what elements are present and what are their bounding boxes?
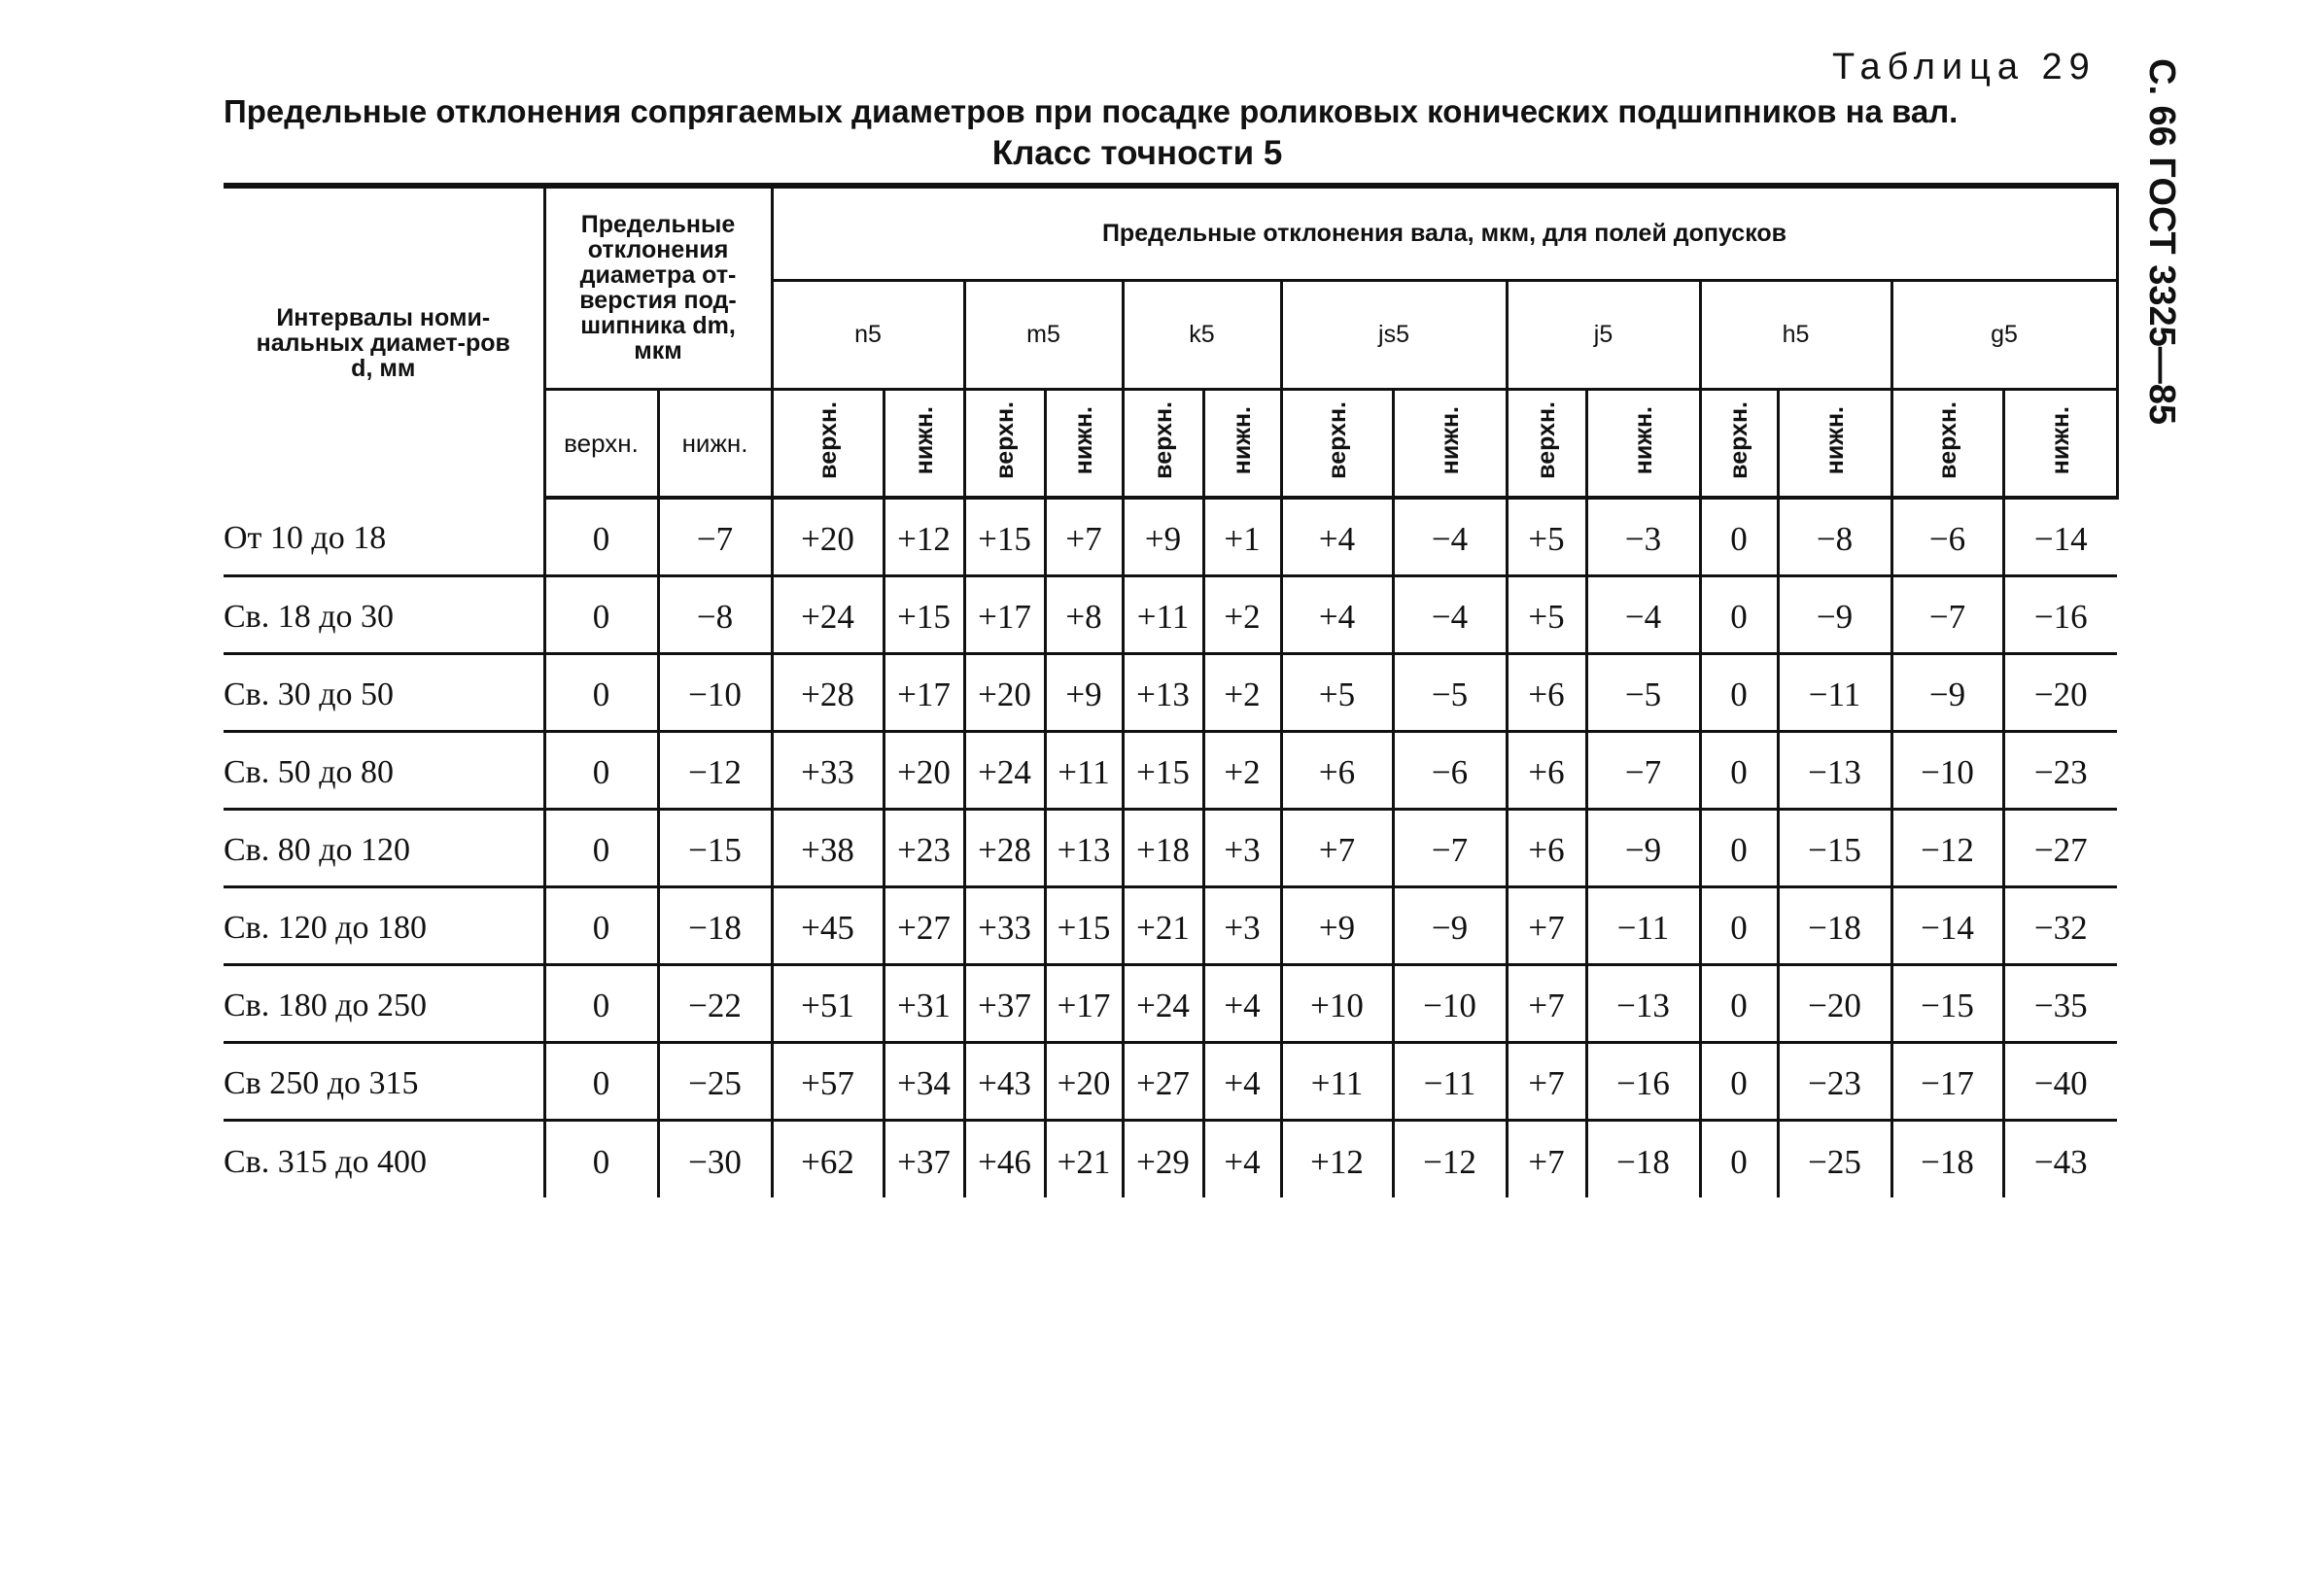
m5-upper-cell: +15 bbox=[964, 498, 1045, 575]
n5-lower-cell: +23 bbox=[884, 809, 964, 886]
h5-lower-cell: −25 bbox=[1778, 1120, 1891, 1197]
g5-upper-cell: −6 bbox=[1891, 498, 2003, 575]
n5-upper-cell: +57 bbox=[772, 1042, 884, 1120]
bore-upper-cell: 0 bbox=[544, 1042, 658, 1120]
k5-upper-cell: +9 bbox=[1123, 498, 1203, 575]
tolerance-field-j5: j5 bbox=[1507, 280, 1700, 389]
h5-lower-cell: −23 bbox=[1778, 1042, 1891, 1120]
tolerance-field-m5: m5 bbox=[964, 280, 1123, 389]
tolerance-field-n5: n5 bbox=[772, 280, 964, 389]
j5-upper-cell: +5 bbox=[1507, 498, 1586, 575]
bore-upper-cell: 0 bbox=[544, 575, 658, 653]
js5-upper-header: верхн. bbox=[1281, 389, 1393, 498]
js5-lower-cell: −11 bbox=[1393, 1042, 1507, 1120]
bore-lower-header: нижн. bbox=[658, 389, 772, 498]
g5-upper-cell: −18 bbox=[1891, 1120, 2003, 1197]
js5-lower-header: нижн. bbox=[1393, 389, 1507, 498]
n5-lower-cell: +27 bbox=[884, 886, 964, 964]
h5-lower-cell: −20 bbox=[1778, 964, 1891, 1042]
j5-lower-cell: −3 bbox=[1586, 498, 1700, 575]
js5-upper-cell: +4 bbox=[1281, 575, 1393, 653]
g5-upper-cell: −7 bbox=[1891, 575, 2003, 653]
k5-upper-cell: +29 bbox=[1123, 1120, 1203, 1197]
h5-lower-cell: −9 bbox=[1778, 575, 1891, 653]
js5-upper-cell: +4 bbox=[1281, 498, 1393, 575]
table-row bbox=[224, 731, 2117, 809]
j5-upper-cell: +7 bbox=[1507, 886, 1586, 964]
j5-upper-cell: +6 bbox=[1507, 809, 1586, 886]
table-row bbox=[224, 886, 2117, 964]
n5-lower-cell: +37 bbox=[884, 1120, 964, 1197]
h5-lower-header: нижн. bbox=[1778, 389, 1891, 498]
n5-upper-cell: +45 bbox=[772, 886, 884, 964]
table-row bbox=[224, 809, 2117, 886]
h5-upper-cell: 0 bbox=[1700, 575, 1778, 653]
h5-lower-cell: −18 bbox=[1778, 886, 1891, 964]
n5-lower-cell: +15 bbox=[884, 575, 964, 653]
m5-lower-header: нижн. bbox=[1045, 389, 1123, 498]
bore-lower-cell: −12 bbox=[658, 731, 772, 809]
h5-upper-header: верхн. bbox=[1700, 389, 1778, 498]
n5-lower-cell: +20 bbox=[884, 731, 964, 809]
bore-upper-cell: 0 bbox=[544, 809, 658, 886]
bore-upper-cell: 0 bbox=[544, 886, 658, 964]
interval-cell: Св. 80 до 120 bbox=[224, 809, 544, 886]
js5-lower-cell: −4 bbox=[1393, 575, 1507, 653]
tolerance-field-g5: g5 bbox=[1891, 280, 2117, 389]
g5-upper-cell: −10 bbox=[1891, 731, 2003, 809]
j5-upper-cell: +7 bbox=[1507, 1120, 1586, 1197]
m5-lower-cell: +11 bbox=[1045, 731, 1123, 809]
table-row bbox=[224, 575, 2117, 653]
interval-cell: Св. 50 до 80 bbox=[224, 731, 544, 809]
interval-cell: Св. 315 до 400 bbox=[224, 1143, 428, 1180]
j5-lower-cell: −18 bbox=[1586, 1120, 1700, 1197]
js5-lower-cell: −6 bbox=[1393, 731, 1507, 809]
g5-upper-cell: −17 bbox=[1891, 1042, 2003, 1120]
h5-upper-cell: 0 bbox=[1700, 1120, 1778, 1197]
j5-upper-cell: +6 bbox=[1507, 653, 1586, 731]
table-title: Предельные отклонения сопрягаемых диаметров при посадке роликовых конических подшипников на вал. bbox=[224, 93, 1959, 129]
table-row bbox=[224, 1120, 2117, 1197]
k5-lower-cell: +3 bbox=[1203, 886, 1281, 964]
interval-cell: Св. 180 до 250 bbox=[224, 964, 544, 1042]
bore-lower-cell: −8 bbox=[658, 575, 772, 653]
k5-upper-cell: +27 bbox=[1123, 1042, 1203, 1120]
j5-lower-cell: −9 bbox=[1586, 809, 1700, 886]
n5-upper-cell: +38 bbox=[772, 809, 884, 886]
bore-lower-cell: −18 bbox=[658, 886, 772, 964]
bore-deviation-header: Предельные отклонения диаметра от-верстия под-шипника dm, мкм bbox=[544, 186, 772, 389]
table-body bbox=[224, 498, 2117, 1197]
h5-upper-cell: 0 bbox=[1700, 886, 1778, 964]
tolerance-field-h5: h5 bbox=[1700, 280, 1891, 389]
js5-lower-cell: −5 bbox=[1393, 653, 1507, 731]
js5-upper-cell: +7 bbox=[1281, 809, 1393, 886]
m5-upper-header: верхн. bbox=[964, 389, 1045, 498]
m5-lower-cell: +15 bbox=[1045, 886, 1123, 964]
table-number: Таблица 29 bbox=[1832, 47, 2097, 87]
h5-lower-cell: −11 bbox=[1778, 653, 1891, 731]
table-row bbox=[224, 498, 2117, 575]
g5-lower-cell: −32 bbox=[2003, 886, 2117, 964]
k5-upper-cell: +18 bbox=[1123, 809, 1203, 886]
js5-upper-cell: +6 bbox=[1281, 731, 1393, 809]
n5-upper-cell: +51 bbox=[772, 964, 884, 1042]
bore-upper-cell: 0 bbox=[544, 1120, 658, 1197]
js5-upper-cell: +5 bbox=[1281, 653, 1393, 731]
m5-lower-cell: +9 bbox=[1045, 653, 1123, 731]
deviation-table bbox=[224, 183, 2119, 1197]
k5-lower-header: нижн. bbox=[1203, 389, 1281, 498]
g5-lower-cell: −43 bbox=[2003, 1120, 2117, 1197]
h5-lower-cell: −8 bbox=[1778, 498, 1891, 575]
h5-lower-cell: −13 bbox=[1778, 731, 1891, 809]
table-row bbox=[224, 964, 2117, 1042]
j5-upper-cell: +7 bbox=[1507, 1042, 1586, 1120]
js5-lower-cell: −10 bbox=[1393, 964, 1507, 1042]
bore-upper-cell: 0 bbox=[544, 731, 658, 809]
g5-lower-cell: −16 bbox=[2003, 575, 2117, 653]
bore-lower-cell: −22 bbox=[658, 964, 772, 1042]
g5-upper-header: верхн. bbox=[1891, 389, 2003, 498]
k5-upper-cell: +15 bbox=[1123, 731, 1203, 809]
m5-upper-cell: +17 bbox=[964, 575, 1045, 653]
h5-upper-cell: 0 bbox=[1700, 731, 1778, 809]
h5-upper-cell: 0 bbox=[1700, 964, 1778, 1042]
tolerance-field-js5: js5 bbox=[1281, 280, 1507, 389]
j5-upper-cell: +5 bbox=[1507, 575, 1586, 653]
m5-lower-cell: +7 bbox=[1045, 498, 1123, 575]
h5-upper-cell: 0 bbox=[1700, 1042, 1778, 1120]
k5-lower-cell: +3 bbox=[1203, 809, 1281, 886]
n5-lower-cell: +31 bbox=[884, 964, 964, 1042]
n5-lower-cell: +12 bbox=[884, 498, 964, 575]
j5-upper-cell: +7 bbox=[1507, 964, 1586, 1042]
j5-upper-cell: +6 bbox=[1507, 731, 1586, 809]
m5-upper-cell: +33 bbox=[964, 886, 1045, 964]
j5-lower-cell: −7 bbox=[1586, 731, 1700, 809]
js5-upper-cell: +9 bbox=[1281, 886, 1393, 964]
k5-lower-cell: +2 bbox=[1203, 575, 1281, 653]
j5-lower-cell: −13 bbox=[1586, 964, 1700, 1042]
table-row bbox=[224, 653, 2117, 731]
table-subtitle: Класс точности 5 bbox=[991, 134, 1283, 172]
bore-upper-cell: 0 bbox=[544, 653, 658, 731]
bore-lower-cell: −15 bbox=[658, 809, 772, 886]
n5-lower-cell: +34 bbox=[884, 1042, 964, 1120]
g5-lower-cell: −20 bbox=[2003, 653, 2117, 731]
bore-lower-cell: −7 bbox=[658, 498, 772, 575]
g5-lower-cell: −40 bbox=[2003, 1042, 2117, 1120]
m5-lower-cell: +8 bbox=[1045, 575, 1123, 653]
k5-lower-cell: +4 bbox=[1203, 1042, 1281, 1120]
js5-lower-cell: −9 bbox=[1393, 886, 1507, 964]
n5-upper-cell: +20 bbox=[772, 498, 884, 575]
j5-upper-header: верхн. bbox=[1507, 389, 1586, 498]
m5-upper-cell: +20 bbox=[964, 653, 1045, 731]
k5-lower-cell: +4 bbox=[1203, 1120, 1281, 1197]
n5-lower-cell: +17 bbox=[884, 653, 964, 731]
page-label: С. 66 ГОСТ 3325—85 bbox=[2141, 58, 2182, 426]
n5-upper-cell: +28 bbox=[772, 653, 884, 731]
js5-upper-cell: +12 bbox=[1281, 1120, 1393, 1197]
j5-lower-cell: −4 bbox=[1586, 575, 1700, 653]
g5-lower-cell: −23 bbox=[2003, 731, 2117, 809]
js5-lower-cell: −12 bbox=[1393, 1120, 1507, 1197]
k5-upper-header: верхн. bbox=[1123, 389, 1203, 498]
g5-lower-cell: −27 bbox=[2003, 809, 2117, 886]
k5-upper-cell: +24 bbox=[1123, 964, 1203, 1042]
m5-lower-cell: +20 bbox=[1045, 1042, 1123, 1120]
g5-upper-cell: −9 bbox=[1891, 653, 2003, 731]
shaft-deviation-header: Предельные отклонения вала, мкм, для полей допусков bbox=[772, 186, 2117, 280]
bore-upper-cell: 0 bbox=[544, 964, 658, 1042]
h5-upper-cell: 0 bbox=[1700, 653, 1778, 731]
js5-lower-cell: −7 bbox=[1393, 809, 1507, 886]
m5-lower-cell: +17 bbox=[1045, 964, 1123, 1042]
h5-lower-cell: −15 bbox=[1778, 809, 1891, 886]
interval-header: Интервалы номи-нальных диамет-ров d, мм bbox=[224, 186, 544, 498]
g5-upper-cell: −12 bbox=[1891, 809, 2003, 886]
g5-lower-cell: −35 bbox=[2003, 964, 2117, 1042]
k5-lower-cell: +4 bbox=[1203, 964, 1281, 1042]
interval-cell: Св. 18 до 30 bbox=[224, 575, 544, 653]
m5-upper-cell: +37 bbox=[964, 964, 1045, 1042]
h5-upper-cell: 0 bbox=[1700, 498, 1778, 575]
g5-lower-cell: −14 bbox=[2003, 498, 2117, 575]
j5-lower-cell: −11 bbox=[1586, 886, 1700, 964]
n5-upper-cell: +62 bbox=[772, 1120, 884, 1197]
js5-upper-cell: +10 bbox=[1281, 964, 1393, 1042]
bore-lower-cell: −30 bbox=[658, 1120, 772, 1197]
bore-upper-cell: 0 bbox=[544, 498, 658, 575]
tolerance-field-k5: k5 bbox=[1123, 280, 1281, 389]
j5-lower-cell: −5 bbox=[1586, 653, 1700, 731]
n5-upper-cell: +33 bbox=[772, 731, 884, 809]
m5-upper-cell: +43 bbox=[964, 1042, 1045, 1120]
table-row bbox=[224, 1042, 2117, 1120]
k5-lower-cell: +1 bbox=[1203, 498, 1281, 575]
n5-lower-header: нижн. bbox=[884, 389, 964, 498]
j5-lower-header: нижн. bbox=[1586, 389, 1700, 498]
m5-upper-cell: +24 bbox=[964, 731, 1045, 809]
k5-upper-cell: +21 bbox=[1123, 886, 1203, 964]
g5-lower-header: нижн. bbox=[2003, 389, 2117, 498]
bore-upper-header: верхн. bbox=[544, 389, 658, 498]
interval-cell: Св. 30 до 50 bbox=[224, 653, 544, 731]
m5-lower-cell: +13 bbox=[1045, 809, 1123, 886]
m5-upper-cell: +28 bbox=[964, 809, 1045, 886]
js5-upper-cell: +11 bbox=[1281, 1042, 1393, 1120]
g5-upper-cell: −14 bbox=[1891, 886, 2003, 964]
bore-lower-cell: −25 bbox=[658, 1042, 772, 1120]
interval-cell: Св. 120 до 180 bbox=[224, 886, 544, 964]
k5-lower-cell: +2 bbox=[1203, 653, 1281, 731]
bore-lower-cell: −10 bbox=[658, 653, 772, 731]
interval-cell: От 10 до 18 bbox=[224, 498, 544, 575]
j5-lower-cell: −16 bbox=[1586, 1042, 1700, 1120]
js5-lower-cell: −4 bbox=[1393, 498, 1507, 575]
m5-upper-cell: +46 bbox=[964, 1120, 1045, 1197]
k5-lower-cell: +2 bbox=[1203, 731, 1281, 809]
n5-upper-cell: +24 bbox=[772, 575, 884, 653]
n5-upper-header: верхн. bbox=[772, 389, 884, 498]
k5-upper-cell: +11 bbox=[1123, 575, 1203, 653]
h5-upper-cell: 0 bbox=[1700, 809, 1778, 886]
g5-upper-cell: −15 bbox=[1891, 964, 2003, 1042]
m5-lower-cell: +21 bbox=[1045, 1120, 1123, 1197]
k5-upper-cell: +13 bbox=[1123, 653, 1203, 731]
interval-cell: Св 250 до 315 bbox=[224, 1042, 544, 1120]
